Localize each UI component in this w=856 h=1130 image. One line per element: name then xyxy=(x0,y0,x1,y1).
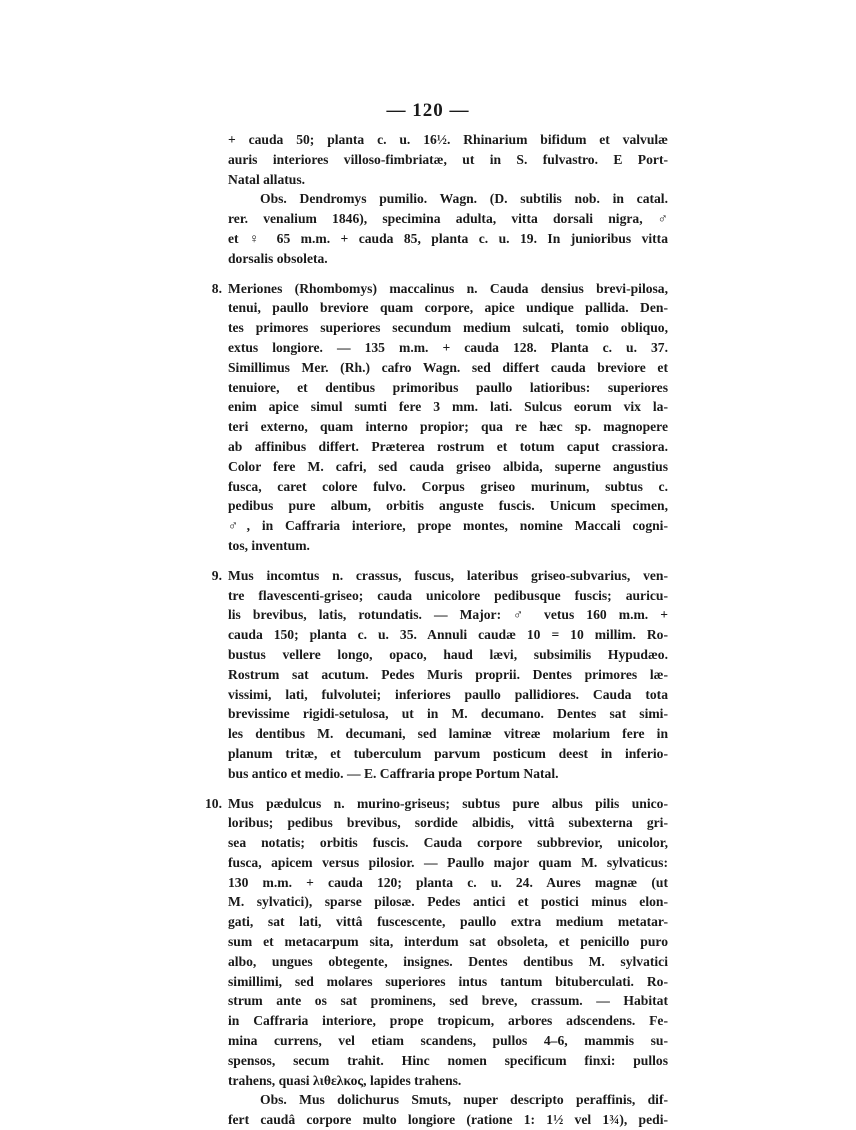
text-line: Mus incomtus n. crassus, fuscus, lateribus griseo-subvarius, ven- xyxy=(228,566,668,586)
text-line: teri externo, quam interno propior; qua re hæc sp. magnopere xyxy=(228,417,668,437)
entry-10 xyxy=(228,794,668,1130)
text-line: Meriones (Rhombomys) maccalinus n. Cauda densius brevi-pilosa, xyxy=(228,279,668,299)
text-line: tes primores superiores secundum medium sulcati, tomio obliquo, xyxy=(228,318,668,338)
text-line: Natal allatus. xyxy=(228,170,668,190)
text-line: bus antico et medio. — E. Caffraria prope Portum Natal. xyxy=(228,764,668,784)
text-line: gati, sat lati, vittâ fuscescente, paullo extra medium metatar- xyxy=(228,912,668,932)
page-number: — 120 — xyxy=(0,100,856,122)
text-line: simillimi, sed molares superiores intus tantum bituberculati. Ro- xyxy=(228,972,668,992)
obs-line: Obs. Dendromys pumilio. Wagn. (D. subtilis nob. in catal. xyxy=(228,189,668,209)
text-line: fusca, apicem versus pilosior. — Paullo major quam M. sylvaticus: xyxy=(228,853,668,873)
text-line: + cauda 50; planta c. u. 16½. Rhinarium bifidum et valvulæ xyxy=(228,130,668,150)
text-line: tre flavescenti-griseo; cauda unicolore pedibusque fuscis; auricu- xyxy=(228,586,668,606)
text-line: tos, inventum. xyxy=(228,536,668,556)
text-line: ab affinibus differt. Præterea rostrum et totum caput crassiora. xyxy=(228,437,668,457)
text-line: Rostrum sat acutum. Pedes Muris proprii. Dentes primores læ- xyxy=(228,665,668,685)
entry-8 xyxy=(228,279,668,556)
text-line: mina currens, vel etiam scandens, pullos 4–6, mammis su- xyxy=(228,1031,668,1051)
entry-9 xyxy=(228,566,668,784)
text-line: vissimi, lati, fulvolutei; inferiores paullo pallidiores. Cauda tota xyxy=(228,685,668,705)
text-line: spensos, secum trahit. Hinc nomen specificum finxi: pullos xyxy=(228,1051,668,1071)
text-line: lis brevibus, latis, rotundatis. — Major: ♂ vetus 160 m.m. + xyxy=(228,605,668,625)
text-line: tenuiore, et dentibus primoribus paullo latioribus: superiores xyxy=(228,378,668,398)
intro-block xyxy=(228,130,668,269)
text-line: Color fere M. cafri, sed cauda griseo albida, superne angustius xyxy=(228,457,668,477)
text-line: albo, ungues obtegente, insignes. Dentes dentibus M. sylvatici xyxy=(228,952,668,972)
text-line: trahens, quasi λιθελκος, lapides trahens. xyxy=(228,1071,668,1091)
text-line: extus longiore. — 135 m.m. + cauda 128. Planta c. u. 37. xyxy=(228,338,668,358)
obs-line: dorsalis obsoleta. xyxy=(228,249,668,269)
text-line: planum tritæ, et tuberculum parvum posticum deest in inferio- xyxy=(228,744,668,764)
text-line: enim apice simul sumti fere 3 mm. lati. Sulcus eorum vix la- xyxy=(228,397,668,417)
text-line: cauda 150; planta c. u. 35. Annuli caudæ 10 = 10 millim. Ro- xyxy=(228,625,668,645)
text-line: bustus vellere longo, opaco, haud lævi, subsimilis Hypudæo. xyxy=(228,645,668,665)
text-line: 130 m.m. + cauda 120; planta c. u. 24. Aures magnæ (ut xyxy=(228,873,668,893)
text-line: strum ante os sat prominens, sed breve, crassum. — Habitat xyxy=(228,991,668,1011)
text-line: brevissime rigidi-setulosa, ut in M. decumano. Dentes sat simi- xyxy=(228,704,668,724)
text-line: sum et metacarpum sita, interdum sat obsoleta, et penicillo puro xyxy=(228,932,668,952)
text-line: auris interiores villoso-fimbriatæ, ut in S. fulvastro. E Port- xyxy=(228,150,668,170)
text-line: ♂, in Caffraria interiore, prope montes, nomine Maccali cogni- xyxy=(228,516,668,536)
text-line: fusca, caret colore fulvo. Corpus griseo murinum, subtus c. xyxy=(228,477,668,497)
text-line: Mus pædulcus n. murino-griseus; subtus pure albus pilis unico- xyxy=(228,794,668,814)
entry-number: 8. xyxy=(192,279,222,299)
obs-line: rer. venalium 1846), specimina adulta, vitta dorsali nigra, ♂ xyxy=(228,209,668,229)
text-line: in Caffraria interiore, prope tropicum, arbores adscendens. Fe- xyxy=(228,1011,668,1031)
page-body xyxy=(228,130,668,1130)
text-line: les dentibus M. decumani, sed laminæ vitreæ molarium fere in xyxy=(228,724,668,744)
text-line: tenui, paullo breviore quam corpore, apice undique pallida. Den- xyxy=(228,298,668,318)
obs-line: fert caudâ corpore multo longiore (ratione 1: 1½ vel 1¾), pedi- xyxy=(228,1110,668,1130)
text-line: sea notatis; orbitis fuscis. Cauda corpore subbrevior, unicolor, xyxy=(228,833,668,853)
obs-line: Obs. Mus dolichurus Smuts, nuper descripto peraffinis, dif- xyxy=(228,1090,668,1110)
text-line: Simillimus Mer. (Rh.) cafro Wagn. sed differt cauda breviore et xyxy=(228,358,668,378)
obs-line: et ♀ 65 m.m. + cauda 85, planta c. u. 19. In junioribus vitta xyxy=(228,229,668,249)
text-line: M. sylvatici), sparse pilosæ. Pedes antici et postici minus elon- xyxy=(228,892,668,912)
text-line: pedibus pure album, orbitis anguste fuscis. Unicum specimen, xyxy=(228,496,668,516)
text-line: loribus; pedibus brevibus, sordide albidis, vittâ subexterna gri- xyxy=(228,813,668,833)
entry-number: 10. xyxy=(192,794,222,814)
entry-number: 9. xyxy=(192,566,222,586)
